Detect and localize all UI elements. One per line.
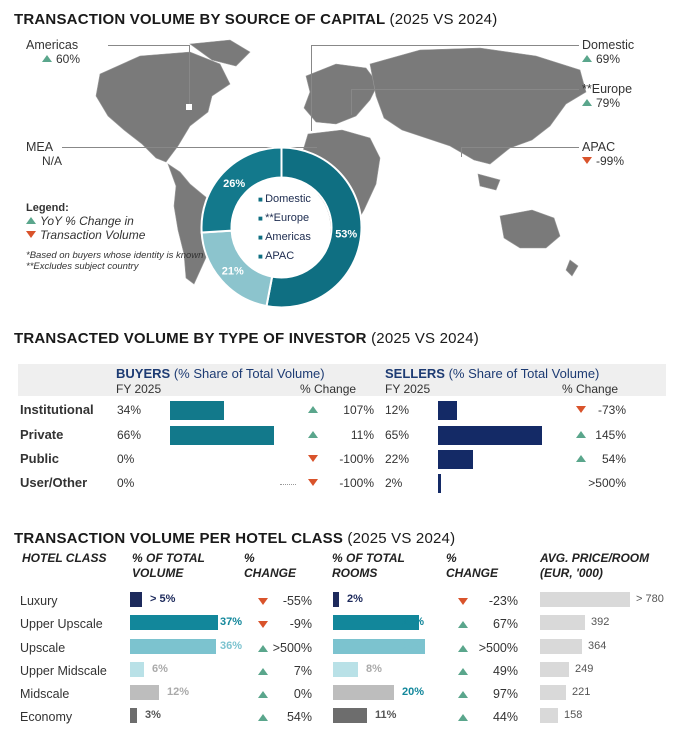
- sellers-header: [385, 366, 599, 381]
- rooms-change: [458, 617, 518, 631]
- europe-shape: [304, 64, 378, 124]
- rooms-header: [332, 551, 405, 581]
- rooms-bar: [333, 708, 367, 723]
- new-zealand-shape: [566, 260, 578, 276]
- buyers-value: 66%: [117, 428, 142, 442]
- volume-change-value: >500%: [272, 641, 312, 655]
- legend-down-text: Transaction Volume: [40, 228, 146, 242]
- europe-name: **Europe: [582, 82, 633, 96]
- price-bar: [540, 662, 569, 677]
- volume-change: [258, 710, 312, 724]
- volume-bar: [130, 615, 218, 630]
- sellers-value: 2%: [385, 476, 403, 490]
- apac-label: [582, 140, 624, 168]
- apac-change: -99%: [596, 154, 625, 168]
- buyers-change: [306, 476, 374, 490]
- rooms-change: [458, 710, 518, 724]
- down-arrow-icon: [258, 621, 268, 628]
- americas-leader-line-v: [189, 45, 190, 107]
- volume-change-header: [244, 551, 296, 581]
- buyers-change: [306, 403, 374, 417]
- rooms-bar: [333, 685, 394, 700]
- buyers-change-header: % Change: [300, 382, 357, 396]
- up-arrow-icon: [26, 217, 36, 224]
- section3-title: [14, 530, 455, 547]
- up-arrow-icon: [576, 455, 586, 462]
- up-arrow-icon: [582, 99, 592, 106]
- rooms-header-line2: ROOMS: [332, 566, 378, 580]
- section1-subtitle: (2025 VS 2024): [389, 11, 498, 28]
- sellers-value: 12%: [385, 403, 410, 417]
- volume-header-line2: VOLUME: [132, 566, 184, 580]
- rooms-change: [458, 594, 518, 608]
- hotel-class-label: Luxury: [20, 594, 58, 608]
- buyers-change: [306, 428, 374, 442]
- sellers-change-value: 54%: [601, 452, 626, 466]
- sellers-change: [572, 428, 626, 442]
- rooms-change-header-line2: CHANGE: [446, 566, 499, 580]
- up-arrow-icon: [308, 406, 318, 413]
- domestic-name: Domestic: [582, 38, 635, 52]
- donut-slice-label: 26%: [223, 178, 246, 191]
- down-arrow-icon: [308, 455, 318, 462]
- europe-label: [582, 82, 632, 110]
- section2-title: [14, 330, 479, 347]
- sellers-change-value: -73%: [597, 403, 626, 417]
- volume-change-value: 7%: [293, 664, 312, 678]
- rooms-value: 30%: [402, 640, 425, 652]
- section3-title-text: TRANSACTION VOLUME PER HOTEL CLASS: [14, 530, 344, 547]
- buyers-change-value: 11%: [350, 428, 374, 442]
- square-bullet-icon: ■: [258, 233, 266, 242]
- volume-change-header-line1: %: [244, 551, 255, 565]
- down-arrow-icon: [258, 598, 268, 605]
- americas-label: [26, 38, 80, 66]
- sellers-change: [572, 403, 626, 417]
- up-arrow-icon: [458, 668, 468, 675]
- rooms-header-line1: % OF TOTAL: [332, 551, 405, 565]
- price-header-line1: AVG. PRICE/ROOM: [540, 551, 650, 565]
- hotel-class-header: HOTEL CLASS: [22, 551, 107, 565]
- donut-legend-item: [258, 247, 311, 266]
- volume-bar: [130, 708, 137, 723]
- donut-legend-label: **Europe: [265, 212, 310, 224]
- legend-note1: *Based on buyers whose identity is known: [26, 250, 204, 261]
- buyers-change-value: -100%: [339, 452, 374, 466]
- up-arrow-icon: [42, 55, 52, 62]
- volume-change-value: 0%: [293, 687, 312, 701]
- domestic-leader-line-v: [311, 45, 312, 131]
- up-arrow-icon: [258, 668, 268, 675]
- square-bullet-icon: ■: [258, 214, 266, 223]
- rooms-value: 8%: [366, 663, 382, 675]
- price-value: 221: [572, 686, 591, 698]
- buyers-change-value: 107%: [343, 403, 374, 417]
- price-bar: [540, 639, 582, 654]
- volume-change: [258, 641, 312, 655]
- americas-leader-line: [108, 45, 190, 46]
- down-arrow-icon: [458, 598, 468, 605]
- rooms-bar: [333, 662, 358, 677]
- section1-title-text: TRANSACTION VOLUME BY SOURCE OF CAPITAL: [14, 11, 386, 28]
- domestic-label: [582, 38, 634, 66]
- price-value: 158: [564, 709, 583, 721]
- sellers-note: (% Share of Total Volume): [448, 366, 600, 381]
- buyers-bar: [170, 401, 224, 420]
- buyers-value: 34%: [117, 403, 142, 417]
- price-value: 364: [588, 640, 607, 652]
- buyers-bar: [170, 426, 274, 445]
- volume-value: 37%: [220, 616, 243, 628]
- donut-slice-label: 53%: [335, 228, 358, 241]
- down-arrow-icon: [576, 406, 586, 413]
- rooms-change-value: 67%: [492, 617, 518, 631]
- mea-change: N/A: [42, 154, 63, 168]
- domestic-change: 69%: [596, 52, 621, 66]
- volume-bar: [130, 685, 159, 700]
- investor-row-label: Private: [20, 427, 64, 442]
- australia-shape: [500, 210, 560, 248]
- hotel-class-label: Upper Upscale: [20, 617, 103, 631]
- legend-up-text: YoY % Change in: [40, 214, 134, 228]
- volume-value: 3%: [145, 709, 161, 721]
- price-value: 392: [591, 616, 610, 628]
- volume-value: 12%: [167, 686, 190, 698]
- rooms-change-value: 49%: [492, 664, 518, 678]
- donut-slice-label: 21%: [221, 265, 244, 278]
- price-header: [540, 551, 649, 581]
- price-bar: [540, 615, 585, 630]
- rooms-bar: [333, 592, 339, 607]
- sellers-fy-header: FY 2025: [385, 382, 431, 396]
- price-value: > 780: [636, 593, 664, 605]
- volume-value: > 5%: [150, 593, 176, 605]
- up-arrow-icon: [458, 691, 468, 698]
- volume-bar: [130, 639, 216, 654]
- rooms-value: 28%: [402, 616, 425, 628]
- dotted-leader: [280, 484, 296, 485]
- section2-title-text: TRANSACTED VOLUME BY TYPE OF INVESTOR: [14, 330, 367, 347]
- hotel-class-label: Economy: [20, 710, 73, 724]
- rooms-change-header-line1: %: [446, 551, 457, 565]
- investor-row-label: Institutional: [20, 402, 94, 417]
- up-arrow-icon: [458, 714, 468, 721]
- rooms-change: [458, 641, 518, 655]
- americas-change: 60%: [56, 52, 81, 66]
- sellers-bar: [438, 401, 457, 420]
- europe-leader-line-v: [351, 89, 352, 115]
- price-header-line2: (EUR, '000): [540, 566, 603, 580]
- donut-legend-item: [258, 209, 311, 228]
- up-arrow-icon: [576, 431, 586, 438]
- rooms-value: 2%: [347, 593, 363, 605]
- europe-leader-line: [351, 89, 579, 90]
- volume-bar: [130, 592, 142, 607]
- volume-change-value: -55%: [282, 594, 312, 608]
- mea-name: MEA: [26, 140, 54, 154]
- up-arrow-icon: [258, 691, 268, 698]
- indonesia-shape: [478, 174, 500, 190]
- volume-change-value: 54%: [286, 710, 312, 724]
- europe-change: 79%: [596, 96, 621, 110]
- hotel-class-label: Upscale: [20, 641, 66, 655]
- rooms-change-value: -23%: [488, 594, 518, 608]
- legend-note2: **Excludes subject country: [26, 261, 139, 272]
- section3-subtitle: (2025 VS 2024): [347, 530, 456, 547]
- price-bar: [540, 708, 558, 723]
- rooms-value: 20%: [402, 686, 425, 698]
- americas-marker: [186, 104, 192, 110]
- up-arrow-icon: [258, 645, 268, 652]
- sellers-change: [572, 452, 626, 466]
- apac-leader-line: [461, 147, 579, 148]
- investor-row-label: Public: [20, 451, 60, 466]
- sellers-change-value: 145%: [595, 428, 626, 442]
- apac-name: APAC: [582, 140, 616, 154]
- sellers-bar: [438, 426, 542, 445]
- americas-name: Americas: [26, 38, 79, 52]
- rooms-change-header: [446, 551, 498, 581]
- legend: [26, 202, 203, 272]
- legend-title: Legend:: [26, 202, 69, 214]
- volume-bar: [130, 662, 144, 677]
- apac-leader-line-v: [461, 147, 462, 157]
- rooms-change-value: >500%: [478, 641, 518, 655]
- up-arrow-icon: [582, 55, 592, 62]
- rooms-change: [458, 687, 518, 701]
- donut-legend-item: [258, 228, 311, 247]
- sellers-change-header: % Change: [562, 382, 619, 396]
- up-arrow-icon: [458, 621, 468, 628]
- buyers-header: [116, 366, 325, 381]
- up-arrow-icon: [458, 645, 468, 652]
- volume-change-header-line2: CHANGE: [244, 566, 297, 580]
- volume-change: [258, 687, 312, 701]
- volume-value: 6%: [152, 663, 168, 675]
- sellers-change: [572, 476, 626, 490]
- sellers-change-value: >500%: [588, 476, 626, 490]
- square-bullet-icon: ■: [258, 195, 266, 204]
- up-arrow-icon: [308, 431, 318, 438]
- volume-change: [258, 594, 312, 608]
- buyers-value: 0%: [117, 476, 135, 490]
- square-bullet-icon: ■: [258, 252, 266, 261]
- hotel-class-label: Upper Midscale: [20, 664, 107, 678]
- investor-row-label: User/Other: [20, 475, 88, 490]
- buyers-note: (% Share of Total Volume): [173, 366, 325, 381]
- buyers-value: 0%: [117, 452, 135, 466]
- volume-change-value: -9%: [289, 617, 312, 631]
- buyers-change: [306, 452, 374, 466]
- sellers-value: 22%: [385, 452, 410, 466]
- buyers-change-value: -100%: [339, 476, 374, 490]
- volume-change: [258, 664, 312, 678]
- sellers-bar: [438, 450, 473, 469]
- up-arrow-icon: [258, 714, 268, 721]
- volume-change: [258, 617, 312, 631]
- price-bar: [540, 685, 566, 700]
- down-arrow-icon: [308, 479, 318, 486]
- section2-subtitle: (2025 VS 2024): [371, 330, 479, 347]
- donut-legend-label: Domestic: [265, 193, 311, 205]
- rooms-value: 11%: [375, 709, 397, 721]
- hotel-class-label: Midscale: [20, 687, 70, 701]
- rooms-change: [458, 664, 518, 678]
- down-arrow-icon: [582, 157, 592, 164]
- mea-label: [26, 140, 62, 168]
- sellers-bar: [438, 474, 441, 493]
- donut-legend-label: APAC: [265, 250, 295, 262]
- volume-header: [132, 551, 205, 581]
- price-bar: [540, 592, 630, 607]
- price-value: 249: [575, 663, 594, 675]
- rooms-change-value: 44%: [492, 710, 518, 724]
- donut-legend-label: Americas: [265, 231, 311, 243]
- volume-value: 36%: [220, 640, 243, 652]
- sellers-value: 65%: [385, 428, 410, 442]
- sellers-title: SELLERS: [385, 366, 445, 381]
- donut-legend-item: [258, 190, 311, 209]
- volume-header-line1: % OF TOTAL: [132, 551, 205, 565]
- rooms-change-value: 97%: [492, 687, 518, 701]
- down-arrow-icon: [26, 231, 36, 238]
- buyers-title: BUYERS: [116, 366, 171, 381]
- domestic-leader-line: [311, 45, 579, 46]
- section1-title: [14, 11, 497, 28]
- donut-legend: [258, 190, 311, 266]
- buyers-fy-header: FY 2025: [116, 382, 162, 396]
